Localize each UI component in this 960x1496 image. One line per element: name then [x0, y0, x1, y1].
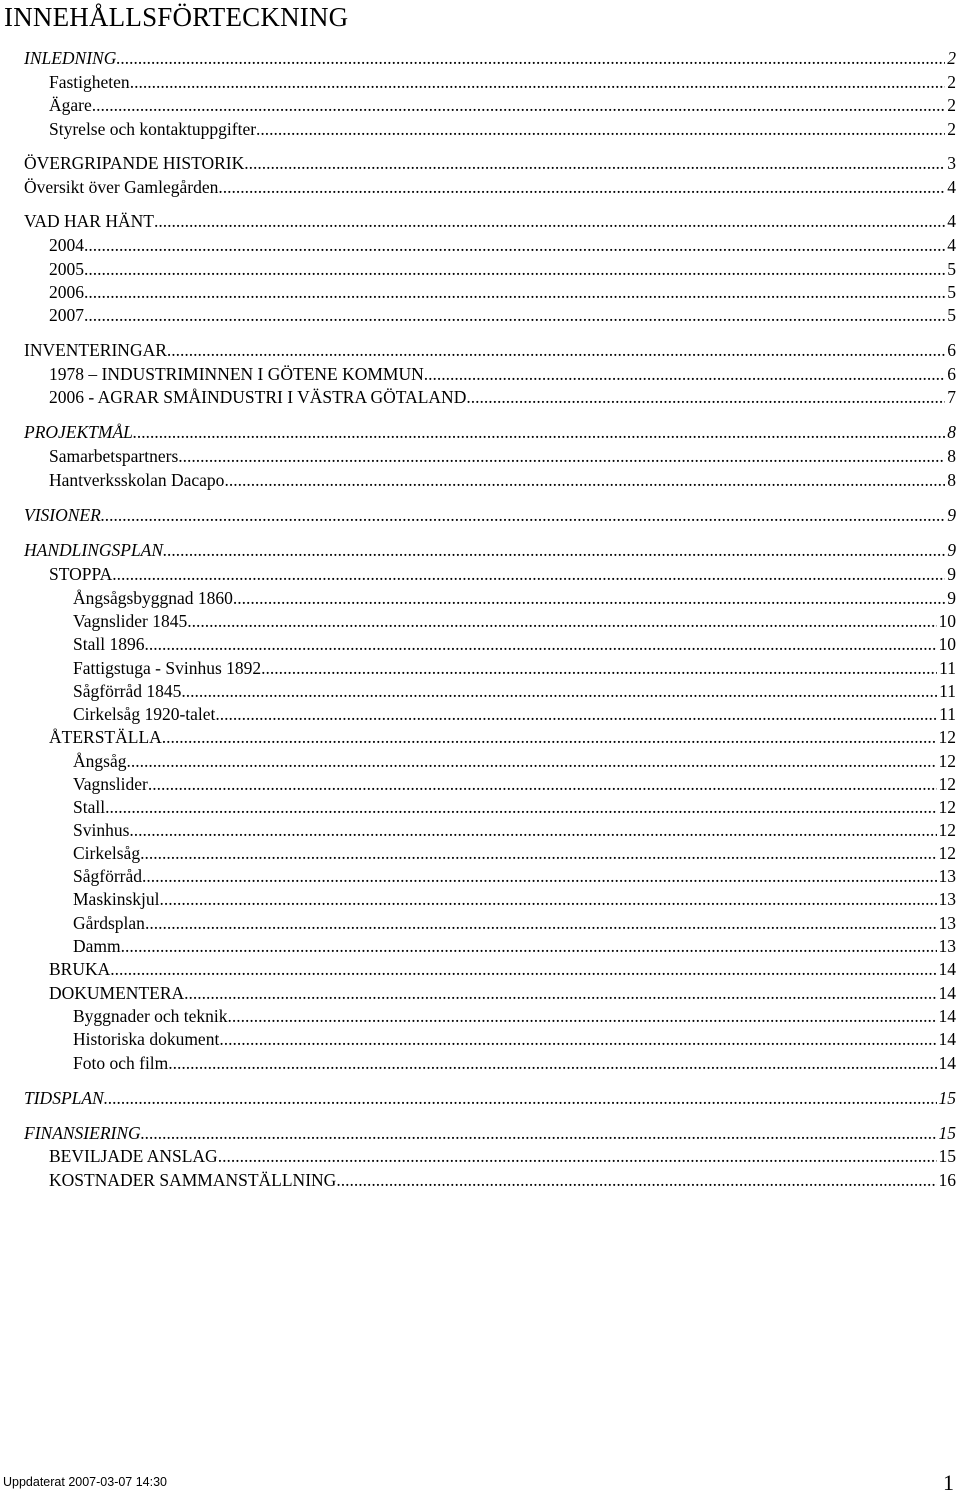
toc-entry-label: Fastigheten [49, 72, 130, 92]
toc-entry-label: ÅTERSTÄLLA [49, 727, 162, 747]
toc-entry-page-number: 14 [938, 983, 956, 1003]
toc-entry-page-number: 5 [947, 259, 956, 279]
toc-entry-page-number: 8 [947, 446, 956, 466]
toc-entry[interactable] [24, 538, 956, 562]
toc-entry-label: Fattigstuga - Svinhus 1892 [73, 658, 262, 678]
page-title: INNEHÅLLSFÖRTECKNING [4, 2, 349, 32]
toc-entry-page-number: 9 [947, 564, 956, 584]
toc-dot-leader [184, 981, 936, 1005]
toc-dot-leader [215, 702, 937, 726]
toc-dot-leader [424, 362, 945, 386]
toc-entry[interactable] [49, 117, 956, 141]
toc-entry[interactable] [73, 632, 956, 656]
toc-entry-page-number: 11 [939, 681, 956, 701]
toc-entry[interactable] [24, 338, 956, 362]
toc-entry[interactable] [73, 702, 956, 726]
toc-entry-page-number: 12 [938, 820, 956, 840]
toc-entry-label: 2007 [49, 305, 84, 325]
toc-entry[interactable] [24, 1121, 956, 1145]
toc-entry-label: 2004 [49, 235, 84, 255]
toc-entry[interactable] [73, 586, 956, 610]
footer-page-number: 1 [943, 1470, 954, 1495]
toc-entry-label: Översikt över Gamlegården [24, 177, 219, 197]
toc-entry-page-number: 13 [938, 866, 956, 886]
toc-entry-label: Cirkelsåg [73, 843, 141, 863]
toc-entry-label: KOSTNADER SAMMANSTÄLLNING [49, 1170, 337, 1190]
toc-entry-label: HANDLINGSPLAN [24, 540, 164, 560]
toc-entry-label: Vagnslider [73, 774, 148, 794]
toc-entry-label: Foto och film [73, 1053, 169, 1073]
toc-entry-page-number: 10 [938, 611, 956, 631]
toc-dot-leader [112, 562, 945, 586]
toc-entry-page-number: 2 [947, 48, 956, 68]
toc-entry[interactable] [49, 385, 956, 409]
toc-entry-label: PROJEKTMÅL [24, 422, 133, 442]
toc-dot-leader [233, 586, 945, 610]
toc-entry-page-number: 13 [938, 936, 956, 956]
toc-dot-leader [181, 679, 937, 703]
toc-entry[interactable] [49, 981, 956, 1005]
toc-entry-page-number: 15 [938, 1146, 956, 1166]
toc-entry[interactable] [24, 503, 956, 527]
toc-entry-page-number: 14 [938, 1029, 956, 1049]
toc-entry[interactable] [73, 864, 956, 888]
toc-entry-label: Sågförråd [73, 866, 143, 886]
toc-entry-page-number: 14 [938, 1053, 956, 1073]
toc-dot-leader [167, 338, 945, 362]
toc-entry-label: Damm [73, 936, 121, 956]
toc-dot-leader [261, 656, 937, 680]
toc-entry[interactable] [73, 795, 956, 819]
toc-entry-label: BEVILJADE ANSLAG [49, 1146, 218, 1166]
toc-entry-label: Byggnader och teknik [73, 1006, 228, 1026]
toc-entry-label: 2006 [49, 282, 84, 302]
toc-entry-page-number: 11 [939, 704, 956, 724]
toc-entry-page-number: 12 [938, 774, 956, 794]
toc-entry-label: Sågförråd 1845 [73, 681, 182, 701]
toc-entry-page-number: 15 [938, 1123, 956, 1143]
toc-entry-label: INVENTERINGAR [24, 340, 167, 360]
toc-dot-leader [228, 1004, 937, 1028]
toc-entry[interactable] [24, 209, 956, 233]
toc-entry-page-number: 5 [947, 282, 956, 302]
toc-dot-leader [84, 303, 945, 327]
toc-entry-page-number: 10 [938, 634, 956, 654]
toc-dot-leader [224, 468, 945, 492]
toc-entry[interactable] [73, 934, 956, 958]
toc-dot-leader [154, 209, 945, 233]
toc-entry[interactable] [49, 562, 956, 586]
toc-dot-leader [168, 1051, 936, 1075]
toc-dot-leader [219, 1027, 936, 1051]
toc-dot-leader [178, 444, 945, 468]
toc-entry-label: Ångsågsbyggnad 1860 [73, 588, 233, 608]
toc-entry-page-number: 12 [938, 843, 956, 863]
toc-entry-label: VAD HAR HÄNT [24, 211, 154, 231]
toc-entry-label: Gårdsplan [73, 913, 145, 933]
toc-dot-leader [110, 957, 936, 981]
toc-dot-leader [141, 1121, 937, 1145]
toc-entry[interactable] [49, 362, 956, 386]
toc-entry[interactable] [49, 280, 956, 304]
toc-entry[interactable] [49, 957, 956, 981]
toc-dot-leader [116, 46, 945, 70]
toc-entry[interactable] [49, 725, 956, 749]
toc-entry-page-number: 4 [947, 211, 956, 231]
toc-entry[interactable] [24, 1086, 956, 1110]
toc-entry-page-number: 12 [938, 727, 956, 747]
toc-entry-label: Ägare [49, 95, 92, 115]
footer-updated-timestamp: Uppdaterat 2007-03-07 14:30 [3, 1475, 168, 1489]
toc-entry-page-number: 13 [938, 913, 956, 933]
toc-entry-page-number: 9 [947, 588, 956, 608]
toc-entry-label: Vagnslider 1845 [73, 611, 188, 631]
toc-entry[interactable] [24, 175, 956, 199]
toc-entry-page-number: 4 [947, 177, 956, 197]
toc-entry-label: Maskinskjul [73, 889, 160, 909]
toc-entry[interactable] [49, 70, 956, 94]
toc-entry-page-number: 3 [947, 153, 956, 173]
toc-entry-label: FINANSIERING [24, 1123, 141, 1143]
toc-entry[interactable] [49, 303, 956, 327]
toc-entry-page-number: 2 [947, 72, 956, 92]
toc-entry-page-number: 9 [947, 540, 956, 560]
toc-entry[interactable] [73, 887, 956, 911]
toc-entry-page-number: 8 [947, 470, 956, 490]
toc-entry-label: Stall 1896 [73, 634, 145, 654]
toc-entry-page-number: 4 [947, 235, 956, 255]
toc-dot-leader [218, 175, 945, 199]
toc-entry-label: Historiska dokument [73, 1029, 220, 1049]
toc-entry-label: INLEDNING [24, 48, 117, 68]
toc-entry-page-number: 16 [938, 1170, 956, 1190]
toc-entry-page-number: 5 [947, 305, 956, 325]
toc-entry-page-number: 2 [947, 95, 956, 115]
toc-dot-leader [471, 385, 946, 409]
toc-entry-label: Svinhus [73, 820, 130, 840]
toc-entry-page-number: 7 [947, 387, 956, 407]
toc-dot-leader [336, 1168, 936, 1192]
toc-entry[interactable] [73, 1027, 956, 1051]
toc-entry[interactable] [73, 609, 956, 633]
toc-dot-leader [142, 864, 936, 888]
toc-dot-leader [126, 749, 936, 773]
toc-entry-page-number: 8 [947, 422, 956, 442]
toc-entry-label: Stall [73, 797, 106, 817]
toc-entry-label: STOPPA [49, 564, 113, 584]
toc-entry[interactable] [49, 468, 956, 492]
toc-entry[interactable] [73, 656, 956, 680]
toc-entry[interactable] [73, 772, 956, 796]
toc-entry-label: 2006 - AGRAR SMÅINDUSTRI I VÄSTRA GÖTALAND. [49, 387, 471, 407]
toc-entry-page-number: 6 [947, 364, 956, 384]
toc-entry[interactable] [73, 911, 956, 935]
toc-entry[interactable] [24, 151, 956, 175]
toc-dot-leader [92, 93, 945, 117]
toc-dot-leader [162, 725, 937, 749]
toc-dot-leader [256, 117, 945, 141]
toc-dot-leader [187, 609, 936, 633]
toc-dot-leader [218, 1144, 937, 1168]
toc-entry-label: Styrelse och kontaktuppgifter [49, 119, 257, 139]
toc-entry[interactable] [73, 841, 956, 865]
toc-entry[interactable] [49, 444, 956, 468]
toc-entry-label: Samarbetspartners [49, 446, 179, 466]
toc-entry-page-number: 12 [938, 797, 956, 817]
toc-entry-page-number: 14 [938, 959, 956, 979]
toc-dot-leader [121, 934, 937, 958]
toc-entry-page-number: 2 [947, 119, 956, 139]
toc-dot-leader [130, 70, 946, 94]
toc-entry-page-number: 15 [938, 1088, 956, 1108]
toc-dot-leader [145, 911, 937, 935]
toc-dot-leader [140, 841, 936, 865]
toc-entry[interactable] [73, 1051, 956, 1075]
toc-dot-leader [160, 887, 937, 911]
toc-entry[interactable] [73, 679, 956, 703]
toc-dot-leader [148, 772, 937, 796]
toc-entry-page-number: 11 [939, 658, 956, 678]
toc-entry[interactable] [49, 257, 956, 281]
toc-dot-leader [104, 1086, 937, 1110]
toc-entry[interactable] [24, 46, 956, 70]
toc-dot-leader [163, 538, 945, 562]
toc-entry[interactable] [49, 233, 956, 257]
toc-dot-leader [244, 151, 945, 175]
toc-entry-page-number: 6 [947, 340, 956, 360]
toc-entry-label: 1978 – INDUSTRIMINNEN I GÖTENE KOMMUN [49, 364, 424, 384]
toc-entry-page-number: 9 [947, 505, 956, 525]
toc-entry-label: 2005 [49, 259, 84, 279]
toc-entry-page-number: 13 [938, 889, 956, 909]
toc-dot-leader [84, 233, 945, 257]
toc-entry[interactable] [49, 1168, 956, 1192]
toc-dot-leader [133, 420, 945, 444]
toc-dot-leader [144, 632, 936, 656]
toc-entry[interactable] [73, 1004, 956, 1028]
toc-entry[interactable] [73, 818, 956, 842]
toc-entry[interactable] [73, 749, 956, 773]
toc-entry-label: ÖVERGRIPANDE HISTORIK [24, 153, 245, 173]
toc-entry-page-number: 12 [938, 751, 956, 771]
toc-entry-label: VISIONER [24, 505, 101, 525]
toc-entry[interactable] [49, 93, 956, 117]
toc-entry[interactable] [49, 1144, 956, 1168]
toc-dot-leader [84, 257, 945, 281]
toc-dot-leader [129, 818, 936, 842]
toc-entry-label: Hantverksskolan Dacapo [49, 470, 225, 490]
toc-dot-leader [84, 280, 945, 304]
toc-dot-leader [101, 503, 945, 527]
toc-entry-label: BRUKA [49, 959, 111, 979]
toc-entry-label: TIDSPLAN [24, 1088, 104, 1108]
toc-entry-page-number: 14 [938, 1006, 956, 1026]
toc-entry[interactable] [24, 420, 956, 444]
toc-dot-leader [105, 795, 936, 819]
toc-entry-label: Ångsåg [73, 751, 127, 771]
toc-entry-label: Cirkelsåg 1920-talet [73, 704, 216, 724]
toc-entry-label: DOKUMENTERA [49, 983, 185, 1003]
